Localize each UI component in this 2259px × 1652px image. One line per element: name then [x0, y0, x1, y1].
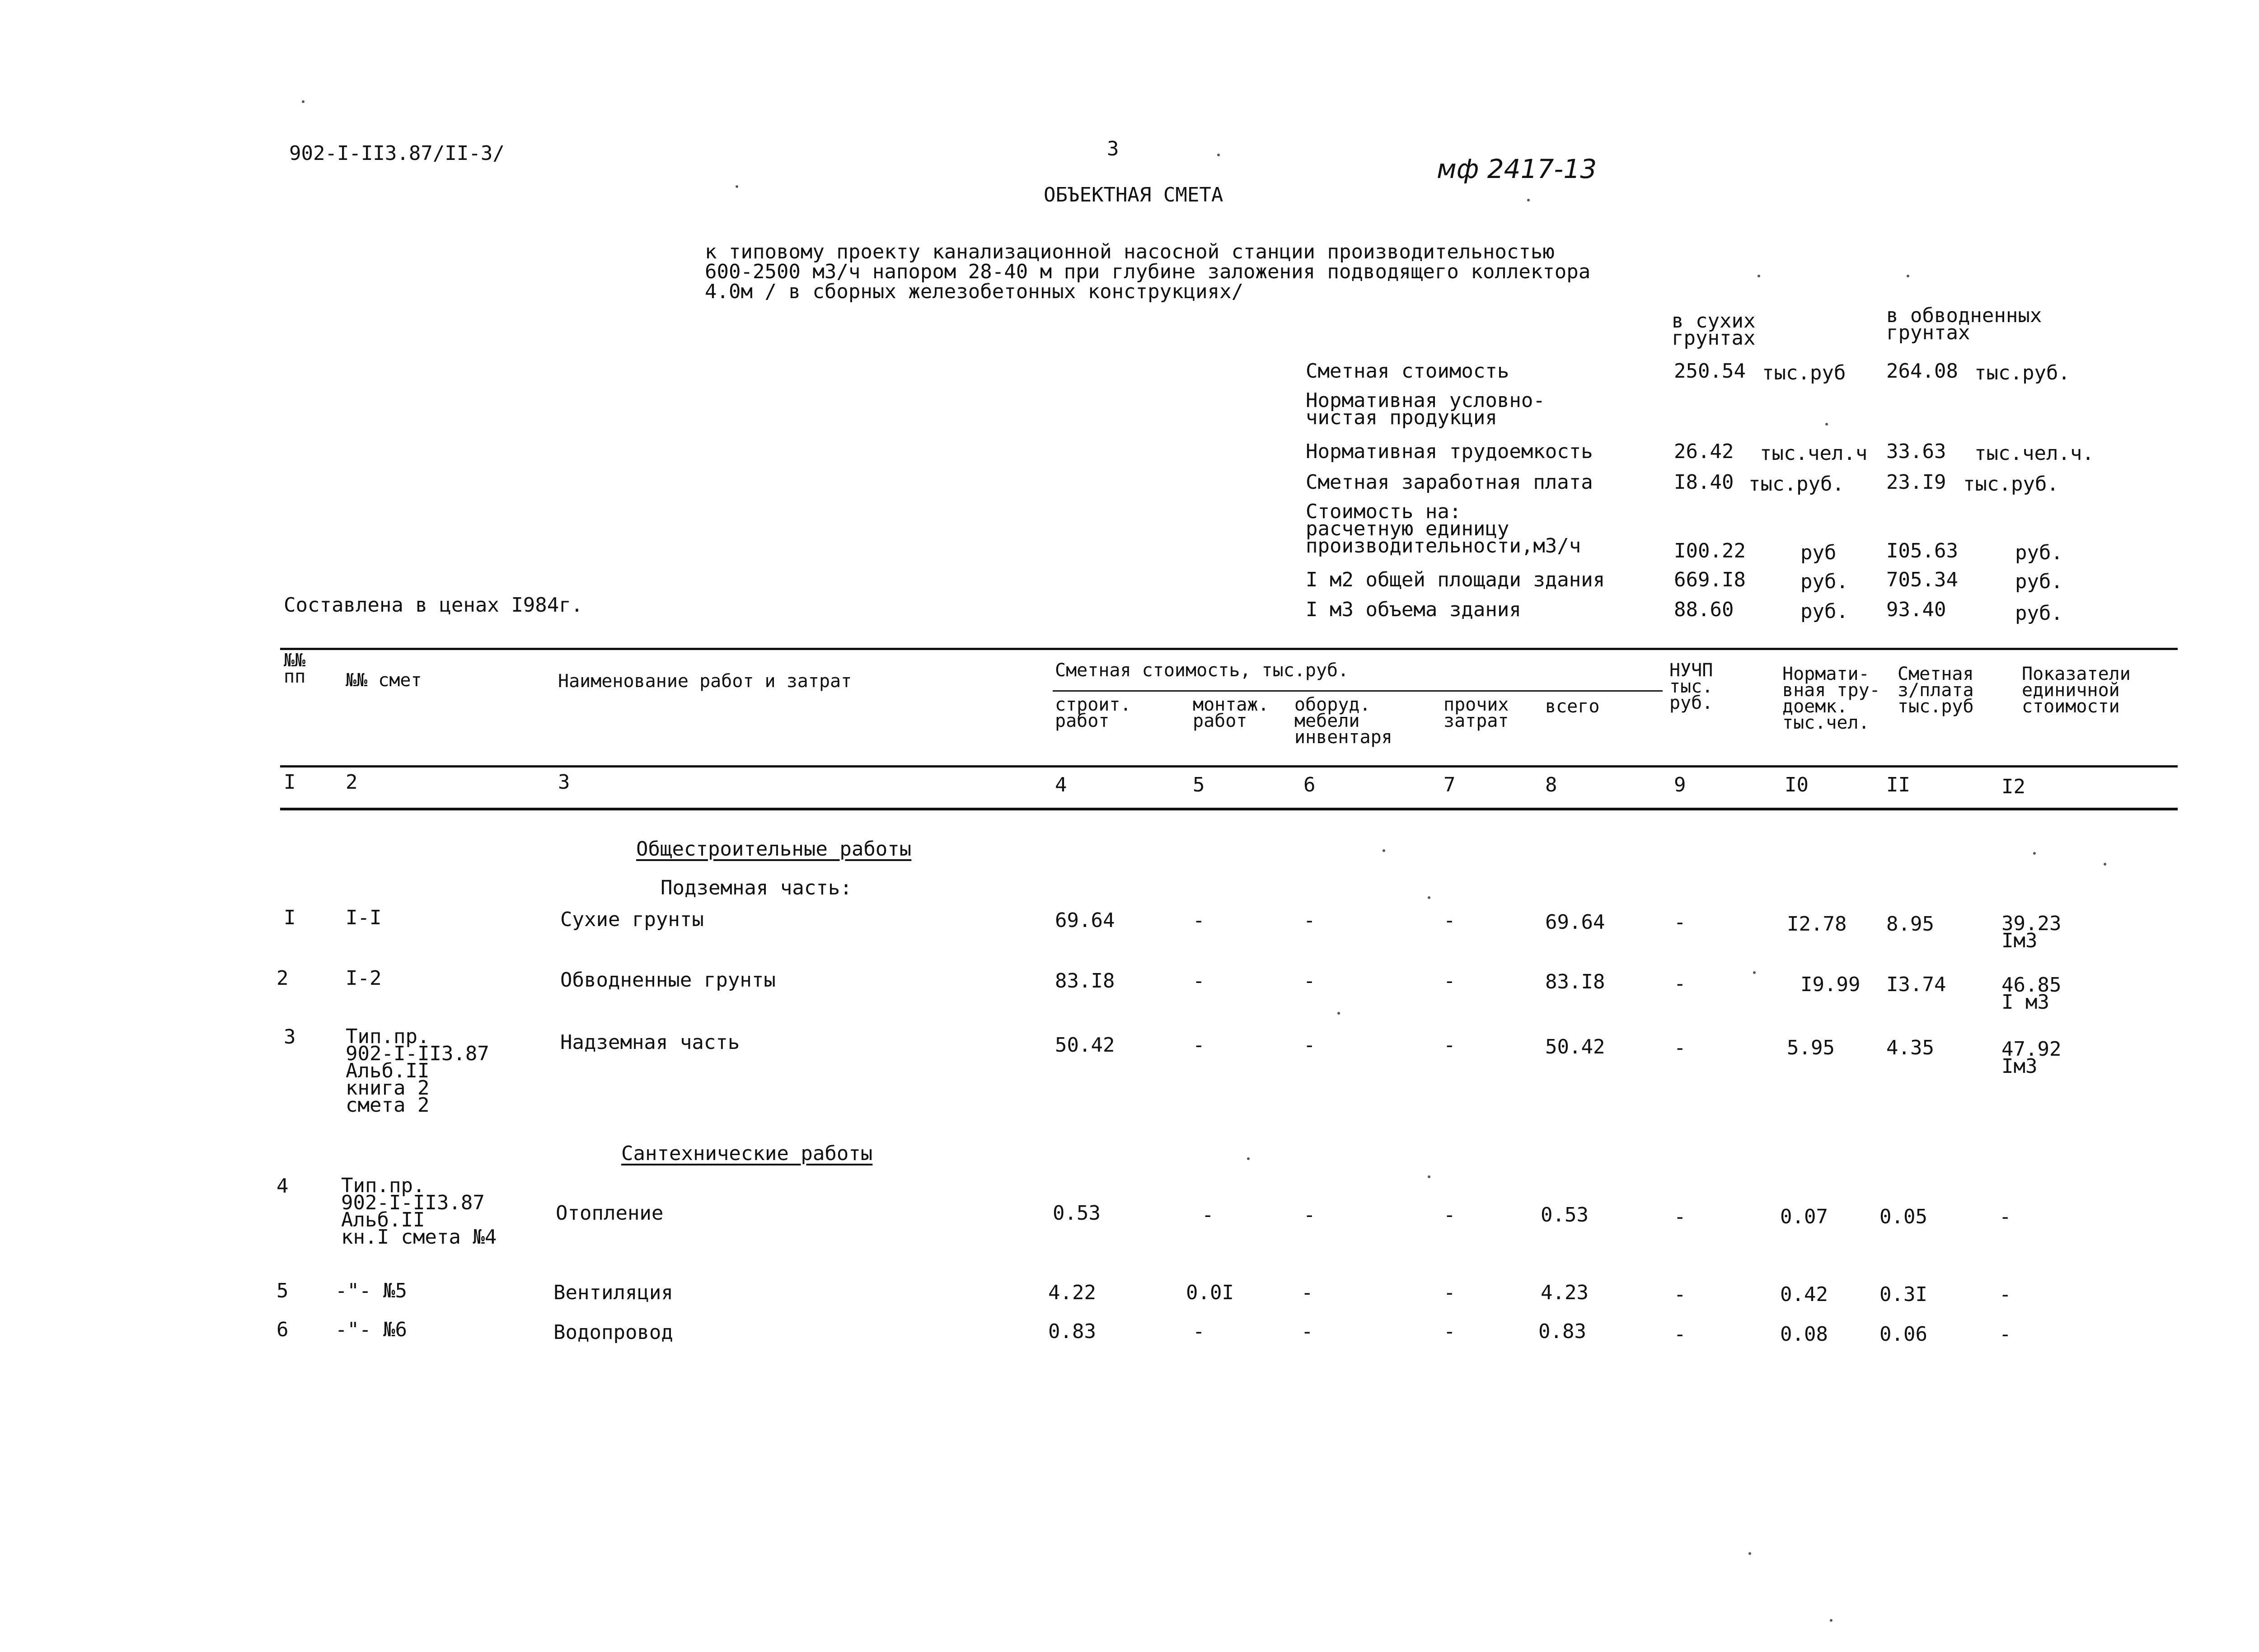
summary-wet-wages: 23.I9: [1886, 471, 1946, 494]
section-general-construction: Общестроительные работы: [636, 838, 912, 861]
row-4-estimate: Тип.пр. 902-I-II3.87 Альб.II кн.I смета №4: [341, 1174, 497, 1249]
row-1-estimate: I-I: [346, 906, 382, 929]
row-5-construction: 4.22: [1048, 1281, 1096, 1304]
summary-label-volume: I м3 объема здания: [1306, 598, 1521, 621]
summary-wet-area-unit: руб.: [2015, 570, 2063, 593]
row-1-unit-cost: 39.23 Iм3: [2001, 912, 2062, 952]
row-2-total: 83.I8: [1545, 970, 1605, 993]
header-estimate-number: №№ смет: [346, 670, 422, 691]
row-2-labor: I9.99: [1800, 973, 1861, 996]
col-number-4: 4: [1055, 773, 1067, 796]
summary-dry-area: 669.I8: [1674, 568, 1746, 591]
subsection-underground: Подземная часть:: [661, 876, 852, 899]
row-6-wages: 0.06: [1879, 1323, 1927, 1346]
row-3-estimate: Тип.пр. 902-I-II3.87 Альб.II книга 2 смета 2: [346, 1025, 489, 1117]
column-number-bottom-rule: [280, 808, 2178, 810]
scan-speck: [1428, 1175, 1430, 1178]
row-5-installation: 0.0I: [1186, 1281, 1234, 1304]
col-number-6: 6: [1303, 773, 1316, 796]
scan-speck: [1217, 154, 1220, 156]
summary-dry-wages: I8.40: [1674, 471, 1734, 494]
col-number-11: II: [1886, 773, 1910, 796]
row-4-name: Отопление: [556, 1202, 664, 1225]
summary-col-wet: в обводненных грунтах: [1886, 304, 2042, 344]
row-1-number: I: [284, 906, 296, 929]
row-6-unit-cost: -: [1999, 1323, 2011, 1346]
scan-speck: [1247, 1157, 1250, 1160]
header-work-name: Наименование работ и затрат: [558, 671, 852, 692]
summary-label-wages: Сметная заработная плата: [1306, 471, 1593, 494]
row-6-nuchp: -: [1674, 1323, 1686, 1346]
col-number-7: 7: [1444, 773, 1456, 796]
row-4-other: -: [1444, 1203, 1456, 1226]
summary-col-dry: в сухих грунтах: [1672, 309, 1756, 350]
row-3-total: 50.42: [1545, 1035, 1605, 1058]
scan-speck: [2033, 852, 2036, 855]
row-3-nuchp: -: [1674, 1036, 1686, 1059]
subtitle-line-2: 600-2500 м3/ч напором 28-40 м при глубине заложения подводящего коллектора: [705, 260, 1591, 283]
col-number-12: I2: [2001, 775, 2025, 798]
row-1-name: Сухие грунты: [560, 908, 704, 931]
summary-wet-unit-cost-unit: руб.: [2015, 541, 2063, 564]
row-4-number: 4: [277, 1175, 289, 1198]
scan-speck: [1337, 1012, 1340, 1015]
cost-group-rule: [1053, 690, 1663, 692]
row-4-installation: -: [1202, 1203, 1214, 1226]
row-5-labor: 0.42: [1780, 1283, 1828, 1306]
row-3-installation: -: [1193, 1034, 1205, 1057]
col-number-9: 9: [1674, 773, 1686, 796]
row-1-labor: I2.78: [1787, 913, 1847, 936]
handwritten-stamp: мф 2417-13: [1437, 154, 1597, 184]
header-row-number: №№ пп: [284, 650, 306, 687]
document-code: 902-I-II3.87/II-3/: [289, 142, 505, 165]
scan-speck: [302, 100, 305, 103]
row-3-wages: 4.35: [1886, 1036, 1934, 1059]
summary-dry-labor: 26.42: [1674, 440, 1734, 463]
page-number: 3: [1107, 137, 1119, 160]
row-5-name: Вентиляция: [553, 1281, 673, 1304]
col-number-1: I: [284, 771, 296, 794]
row-6-total: 0.83: [1538, 1320, 1586, 1343]
row-1-equipment: -: [1303, 909, 1316, 932]
row-1-installation: -: [1193, 909, 1205, 932]
row-5-total: 4.23: [1541, 1281, 1589, 1304]
summary-wet-unit-cost: I05.63: [1886, 539, 1958, 562]
header-other: прочих затрат: [1444, 694, 1509, 731]
row-3-name: Надземная часть: [560, 1031, 740, 1054]
row-1-total: 69.64: [1545, 911, 1605, 934]
row-1-other: -: [1444, 909, 1456, 932]
row-4-equipment: -: [1303, 1203, 1316, 1226]
col-number-10: I0: [1785, 773, 1809, 796]
row-2-equipment: -: [1303, 969, 1316, 992]
summary-label-area: I м2 общей площади здания: [1306, 568, 1605, 591]
summary-label-unit-cost: Стоимость на: расчетную единицу производительности,м3/ч: [1306, 500, 1581, 557]
row-5-wages: 0.3I: [1879, 1283, 1927, 1306]
row-3-other: -: [1444, 1034, 1456, 1057]
table-top-rule: [280, 648, 2178, 650]
summary-dry-unit-cost-unit: руб: [1800, 541, 1837, 564]
summary-dry-cost: 250.54: [1674, 360, 1746, 383]
summary-wet-labor-unit: тыс.чел.ч.: [1974, 442, 2094, 465]
row-3-construction: 50.42: [1055, 1034, 1115, 1057]
row-5-other: -: [1444, 1281, 1456, 1304]
row-2-unit-cost: 46.85 I м3: [2001, 973, 2062, 1014]
summary-dry-unit-cost: I00.22: [1674, 539, 1746, 562]
header-nuchp: НУЧП тыс. руб.: [1669, 660, 1713, 713]
summary-dry-volume-unit: руб.: [1800, 600, 1848, 623]
row-6-installation: -: [1193, 1320, 1205, 1343]
summary-wet-cost-unit: тыс.руб.: [1974, 361, 2070, 384]
row-5-estimate: -"- №5: [335, 1279, 407, 1302]
row-5-unit-cost: -: [1999, 1283, 2011, 1306]
row-6-other: -: [1444, 1320, 1456, 1343]
row-3-unit-cost: 47.92 Iм3: [2001, 1038, 2062, 1078]
header-installation: монтаж. работ: [1193, 694, 1269, 731]
subtitle-line-1: к типовому проекту канализационной насосной станции производительностью: [705, 240, 1555, 263]
summary-wet-volume: 93.40: [1886, 598, 1946, 621]
col-number-8: 8: [1545, 773, 1557, 796]
summary-wet-cost: 264.08: [1886, 360, 1958, 383]
scan-speck: [1428, 896, 1430, 899]
row-1-wages: 8.95: [1886, 913, 1934, 936]
summary-wet-wages-unit: тыс.руб.: [1963, 473, 2059, 496]
header-labor: Нормати- вная тру- доемк. тыс.чел.: [1782, 664, 1880, 733]
row-2-installation: -: [1193, 969, 1205, 992]
scan-speck: [1907, 275, 1909, 277]
header-equipment: оборуд. мебели инвентаря: [1294, 694, 1392, 748]
row-6-estimate: -"- №6: [335, 1318, 407, 1341]
col-number-5: 5: [1193, 773, 1205, 796]
row-6-number: 6: [277, 1318, 289, 1341]
scan-speck: [1383, 849, 1385, 852]
header-total: всего: [1545, 696, 1600, 717]
row-3-labor: 5.95: [1787, 1036, 1835, 1059]
row-2-number: 2: [277, 967, 289, 990]
summary-wet-area: 705.34: [1886, 568, 1958, 591]
scan-speck: [1830, 1619, 1833, 1622]
summary-label-output: Нормативная условно- чистая продукция: [1306, 389, 1545, 429]
scan-speck: [2104, 863, 2106, 866]
summary-label-labor: Нормативная трудоемкость: [1306, 440, 1593, 463]
col-number-3: 3: [558, 771, 570, 794]
row-2-estimate: I-2: [346, 967, 382, 990]
row-4-unit-cost: -: [1999, 1205, 2011, 1228]
summary-dry-cost-unit: тыс.руб: [1762, 361, 1846, 384]
scan-speck: [1825, 423, 1828, 426]
row-6-equipment: -: [1301, 1320, 1313, 1343]
prices-note: Составлена в ценах I984г.: [284, 594, 583, 617]
scan-speck: [1753, 971, 1756, 974]
scan-speck: [736, 185, 738, 188]
header-unit-cost: Показатели единичной стоимости: [2022, 664, 2131, 717]
row-6-labor: 0.08: [1780, 1323, 1828, 1346]
row-4-wages: 0.05: [1879, 1205, 1927, 1228]
row-5-nuchp: -: [1674, 1283, 1686, 1306]
summary-wet-labor: 33.63: [1886, 440, 1946, 463]
row-2-nuchp: -: [1674, 972, 1686, 995]
section-plumbing: Сантехнические работы: [621, 1142, 873, 1165]
summary-dry-volume: 88.60: [1674, 598, 1734, 621]
row-6-construction: 0.83: [1048, 1320, 1096, 1343]
summary-wet-volume-unit: руб.: [2015, 602, 2063, 625]
summary-dry-wages-unit: тыс.руб.: [1748, 473, 1844, 496]
row-3-equipment: -: [1303, 1034, 1316, 1057]
scan-speck: [1527, 199, 1530, 201]
row-2-name: Обводненные грунты: [560, 969, 776, 992]
row-5-equipment: -: [1301, 1281, 1313, 1304]
row-3-number: 3: [284, 1025, 296, 1048]
row-4-total: 0.53: [1541, 1203, 1589, 1226]
row-5-number: 5: [277, 1279, 289, 1302]
subtitle-line-3: 4.0м / в сборных железобетонных конструкциях/: [705, 280, 1244, 303]
row-1-construction: 69.64: [1055, 909, 1115, 932]
header-cost-group: Сметная стоимость, тыс.руб.: [1055, 660, 1349, 681]
row-2-construction: 83.I8: [1055, 969, 1115, 992]
row-1-nuchp: -: [1674, 911, 1686, 934]
row-4-nuchp: -: [1674, 1205, 1686, 1228]
summary-label-cost: Сметная стоимость: [1306, 360, 1509, 383]
header-construction: строит. работ: [1055, 694, 1131, 731]
row-6-name: Водопровод: [553, 1321, 673, 1344]
scan-speck: [1748, 1552, 1751, 1555]
header-wages: Сметная з/плата тыс.руб: [1898, 664, 1974, 717]
row-4-construction: 0.53: [1053, 1202, 1101, 1225]
scan-speck: [1758, 275, 1760, 277]
row-2-other: -: [1444, 969, 1456, 992]
row-4-labor: 0.07: [1780, 1205, 1828, 1228]
summary-dry-area-unit: руб.: [1800, 570, 1848, 593]
summary-dry-labor-unit: тыс.чел.ч: [1760, 442, 1868, 465]
col-number-2: 2: [346, 771, 358, 794]
row-2-wages: I3.74: [1886, 973, 1946, 996]
document-title: ОБЪЕКТНАЯ СМЕТА: [1044, 183, 1223, 206]
column-number-top-rule: [280, 765, 2178, 768]
